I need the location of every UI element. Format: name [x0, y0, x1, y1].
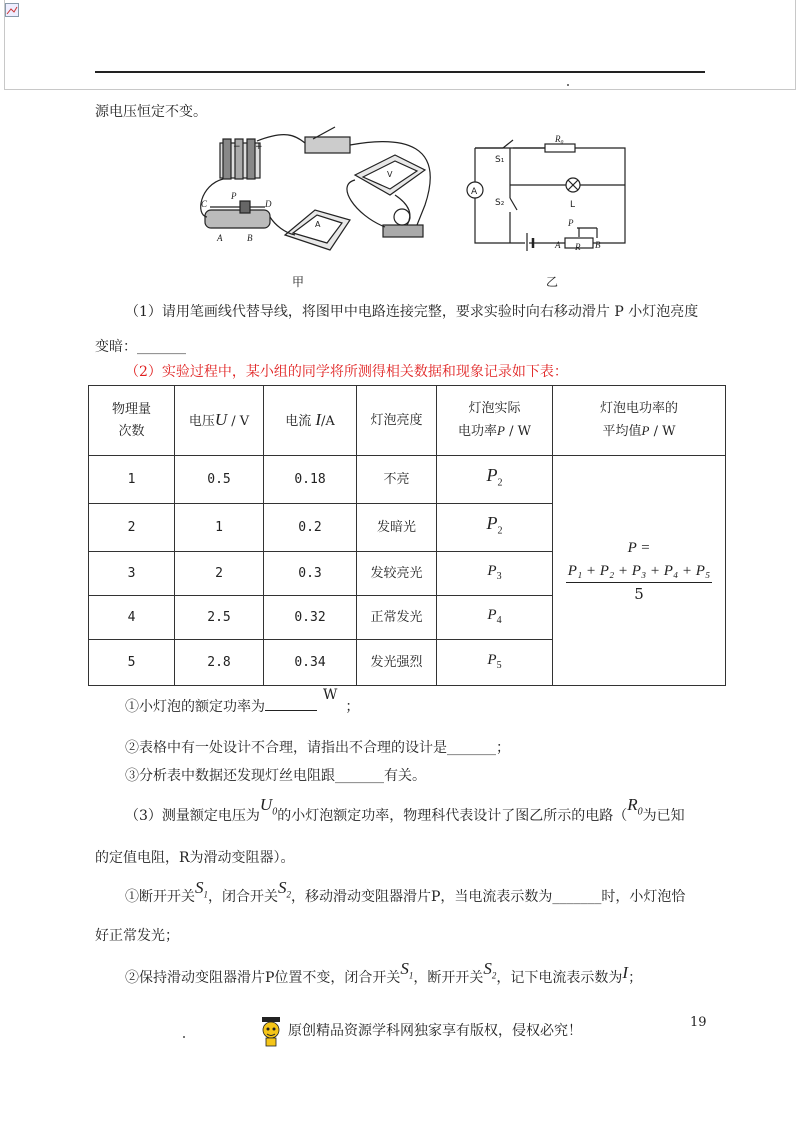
label-end-b: B	[595, 240, 601, 250]
step1-line2: 好正常发光；	[95, 928, 179, 944]
average-formula-cell: P = $\frac{\text{P₁ + P₂ + P₃ + P₄ + P₅}}{5}$	[553, 456, 726, 686]
header-quantity: 物理量 次数	[89, 386, 175, 456]
step2-line: ②保持滑动变阻器滑片P位置不变，闭合开关$S_1$，断开开关$S_2$，记下电流表示数为I；	[125, 959, 643, 986]
q1-line2: 变暗：_______	[95, 339, 186, 355]
header-brightness: 灯泡亮度	[357, 386, 437, 456]
header-actual-power: 灯泡实际 电功率P / W	[437, 386, 553, 456]
table-row: 2 1 0.2 发暗光 $P_2$	[89, 504, 726, 552]
table-row: 1 0.5 0.18 不亮 $P_2$ P = $\frac{\text{P₁ + P₂ + P₃ + P₄ + P₅}}{5}$	[89, 456, 726, 504]
page-header-frame	[4, 0, 796, 90]
header-current: 电流 I/A	[264, 386, 357, 456]
label-ammeter: A	[471, 187, 478, 197]
data-table	[88, 385, 726, 686]
sub2: ②表格中有一处设计不合理，请指出不合理的设计是_______；	[125, 740, 510, 756]
header-voltage: 电压U / V	[175, 386, 264, 456]
svg-text:−: −	[233, 142, 241, 152]
svg-text:A: A	[315, 220, 321, 229]
label-s2: S₂	[495, 198, 505, 208]
q2-title: （2）实验过程中，某小组的同学将所测得相关数据和现象记录如下表：	[125, 364, 568, 380]
figure-yi-circuit	[465, 134, 635, 252]
label-end-a: A	[555, 240, 561, 250]
header-rule	[95, 71, 705, 73]
figure-jia-apparatus	[195, 125, 445, 255]
label-r: R	[575, 242, 581, 252]
label-b: B	[247, 233, 253, 243]
broken-image-icon	[5, 3, 19, 17]
label-slider-p: P	[568, 218, 574, 228]
label-p: P	[231, 191, 237, 201]
label-s1: S₁	[495, 155, 505, 165]
label-a: A	[217, 233, 223, 243]
page-number: 19	[690, 1015, 707, 1030]
label-c: C	[201, 199, 208, 209]
table-row: 3 2 0.3 发较亮光 $P_3$	[89, 552, 726, 596]
svg-text:+: +	[255, 142, 263, 152]
footer-copyright: 原创精品资源学科网独家享有版权，侵权必究！	[288, 1023, 582, 1039]
q1-line1: （1）请用笔画线代替导线，将图甲中电路连接完整，要求实验时向右移动滑片 P 小灯泡亮度	[125, 304, 699, 320]
header-dot	[567, 84, 569, 86]
footer-dot	[183, 1036, 185, 1038]
figure-label-yi: 乙	[546, 275, 559, 289]
q3-line2: 的定值电阻，R为滑动变阻器）。	[95, 850, 295, 866]
table-header-row	[89, 386, 726, 456]
sub1: ①小灯泡的额定功率为W；	[125, 687, 360, 715]
label-l: L	[570, 200, 576, 210]
header-avg-power: 灯泡电功率的 平均值P / W	[553, 386, 726, 456]
label-r0: R₀	[555, 134, 564, 144]
svg-text:V: V	[387, 170, 393, 179]
mascot-icon	[258, 1015, 284, 1047]
table-row: 4 2.5 0.32 正常发光 $P_4$	[89, 596, 726, 640]
table-row: 5 2.8 0.34 发光强烈 $P_5$	[89, 640, 726, 686]
q3-line1: （3）测量额定电压为$U_0$的小灯泡额定功率，物理科代表设计了图乙所示的电路（$R_0$为已知	[125, 795, 685, 824]
step1-line1: ①断开开关$S_1$，闭合开关$S_2$，移动滑动变阻器滑片P，当电流表示数为_______时，小灯泡恰	[125, 878, 686, 905]
sub3: ③分析表中数据还发现灯丝电阻跟_______有关。	[125, 768, 426, 784]
label-d: D	[265, 199, 272, 209]
text-line1: 源电压恒定不变。	[95, 104, 207, 120]
figure-label-jia: 甲	[292, 275, 305, 289]
